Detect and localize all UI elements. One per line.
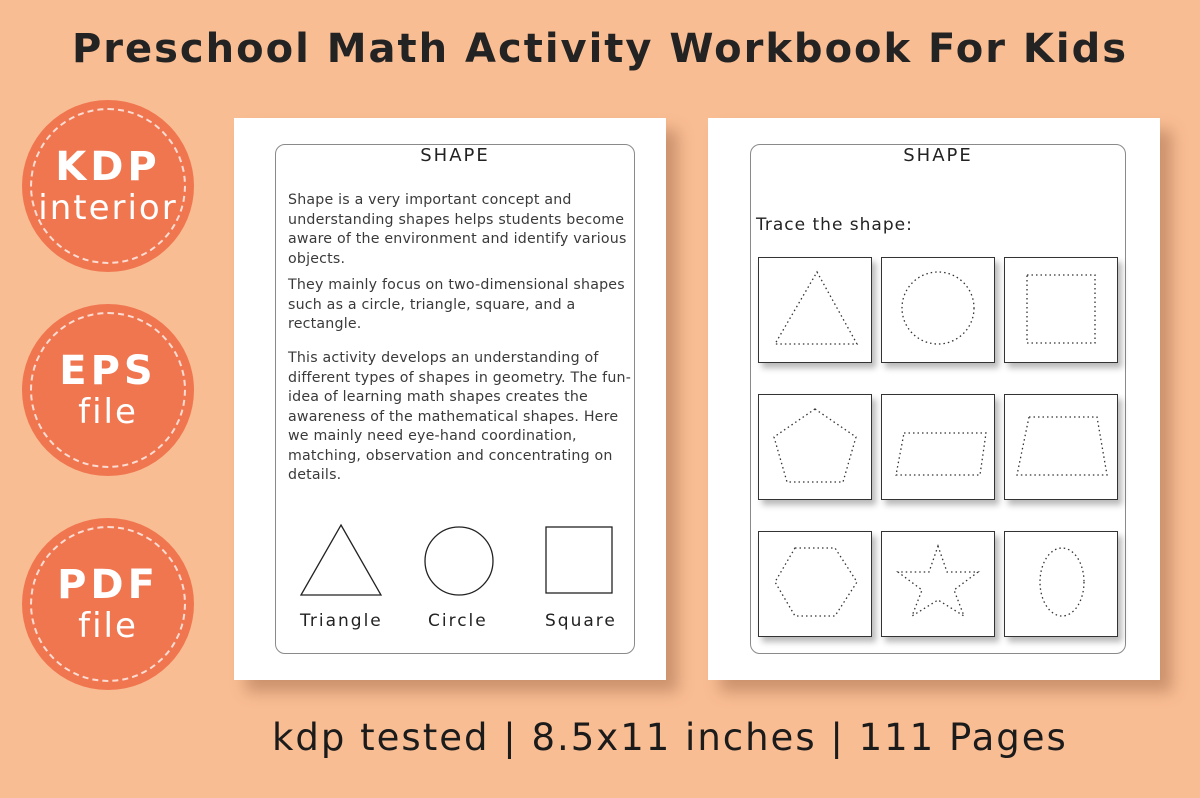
triangle-shape xyxy=(301,525,381,595)
banner-title: Preschool Math Activity Workbook For Kids xyxy=(71,26,1129,72)
paragraph: Shape is a very important concept and understanding shapes helps students become aware of the environment and identify various objects. xyxy=(288,192,627,267)
page-heading: SHAPE xyxy=(420,145,490,166)
dotted-pentagon-shape xyxy=(759,395,871,499)
badge-eps-file xyxy=(22,304,194,476)
label-triangle: Triangle xyxy=(300,611,383,631)
trace-instruction: Trace the shape: xyxy=(756,215,913,235)
example-shapes xyxy=(276,519,634,599)
label-circle: Circle xyxy=(428,611,488,631)
dotted-hexagon-shape xyxy=(759,532,871,636)
footer-specs: kdp tested | 8.5x11 inches | 111 Pages xyxy=(272,716,1068,759)
workbook-page-right xyxy=(708,118,1160,680)
paragraph: They mainly focus on two-dimensional shapes such as a circle, triangle, square, and a rectangle. xyxy=(288,277,625,332)
trace-cell-circle xyxy=(881,257,995,363)
badge-kdp-interior xyxy=(22,100,194,272)
square-shape xyxy=(546,527,612,593)
badge-small-text: interior xyxy=(38,188,178,228)
badge-pdf-file xyxy=(22,518,194,690)
badge-big-text: KDP xyxy=(55,144,161,190)
page-heading: SHAPE xyxy=(903,145,973,166)
dotted-triangle-shape xyxy=(759,258,871,362)
page-frame xyxy=(750,144,1126,654)
trace-cell-star xyxy=(881,531,995,637)
page-frame xyxy=(275,144,635,654)
workbook-page-left xyxy=(234,118,666,680)
dotted-square-shape xyxy=(1005,258,1117,362)
dotted-oval-shape xyxy=(1005,532,1117,636)
circle-shape xyxy=(425,527,493,595)
dotted-trapezoid-shape xyxy=(1005,395,1117,499)
badge-small-text: file xyxy=(78,392,138,432)
trace-cell-square xyxy=(1004,257,1118,363)
paragraph: This activity develops an understanding of different types of shapes in geometry. The fun-idea of learning math shapes creates the awareness of the mathematical shapes. Here we mainly need eye-hand coordination, matching, observation and concentrating on details. xyxy=(288,350,632,483)
label-square: Square xyxy=(545,611,617,631)
dotted-parallelogram-shape xyxy=(882,395,994,499)
trace-cell-hexagon xyxy=(758,531,872,637)
dotted-circle-shape xyxy=(882,258,994,362)
dotted-star-shape xyxy=(882,532,994,636)
badge-small-text: file xyxy=(78,606,138,646)
trace-cell-parallelogram xyxy=(881,394,995,500)
trace-cell-triangle xyxy=(758,257,872,363)
badge-big-text: EPS xyxy=(59,348,157,394)
trace-cell-pentagon xyxy=(758,394,872,500)
badge-big-text: PDF xyxy=(57,562,159,608)
trace-cell-oval xyxy=(1004,531,1118,637)
trace-cell-trapezoid xyxy=(1004,394,1118,500)
